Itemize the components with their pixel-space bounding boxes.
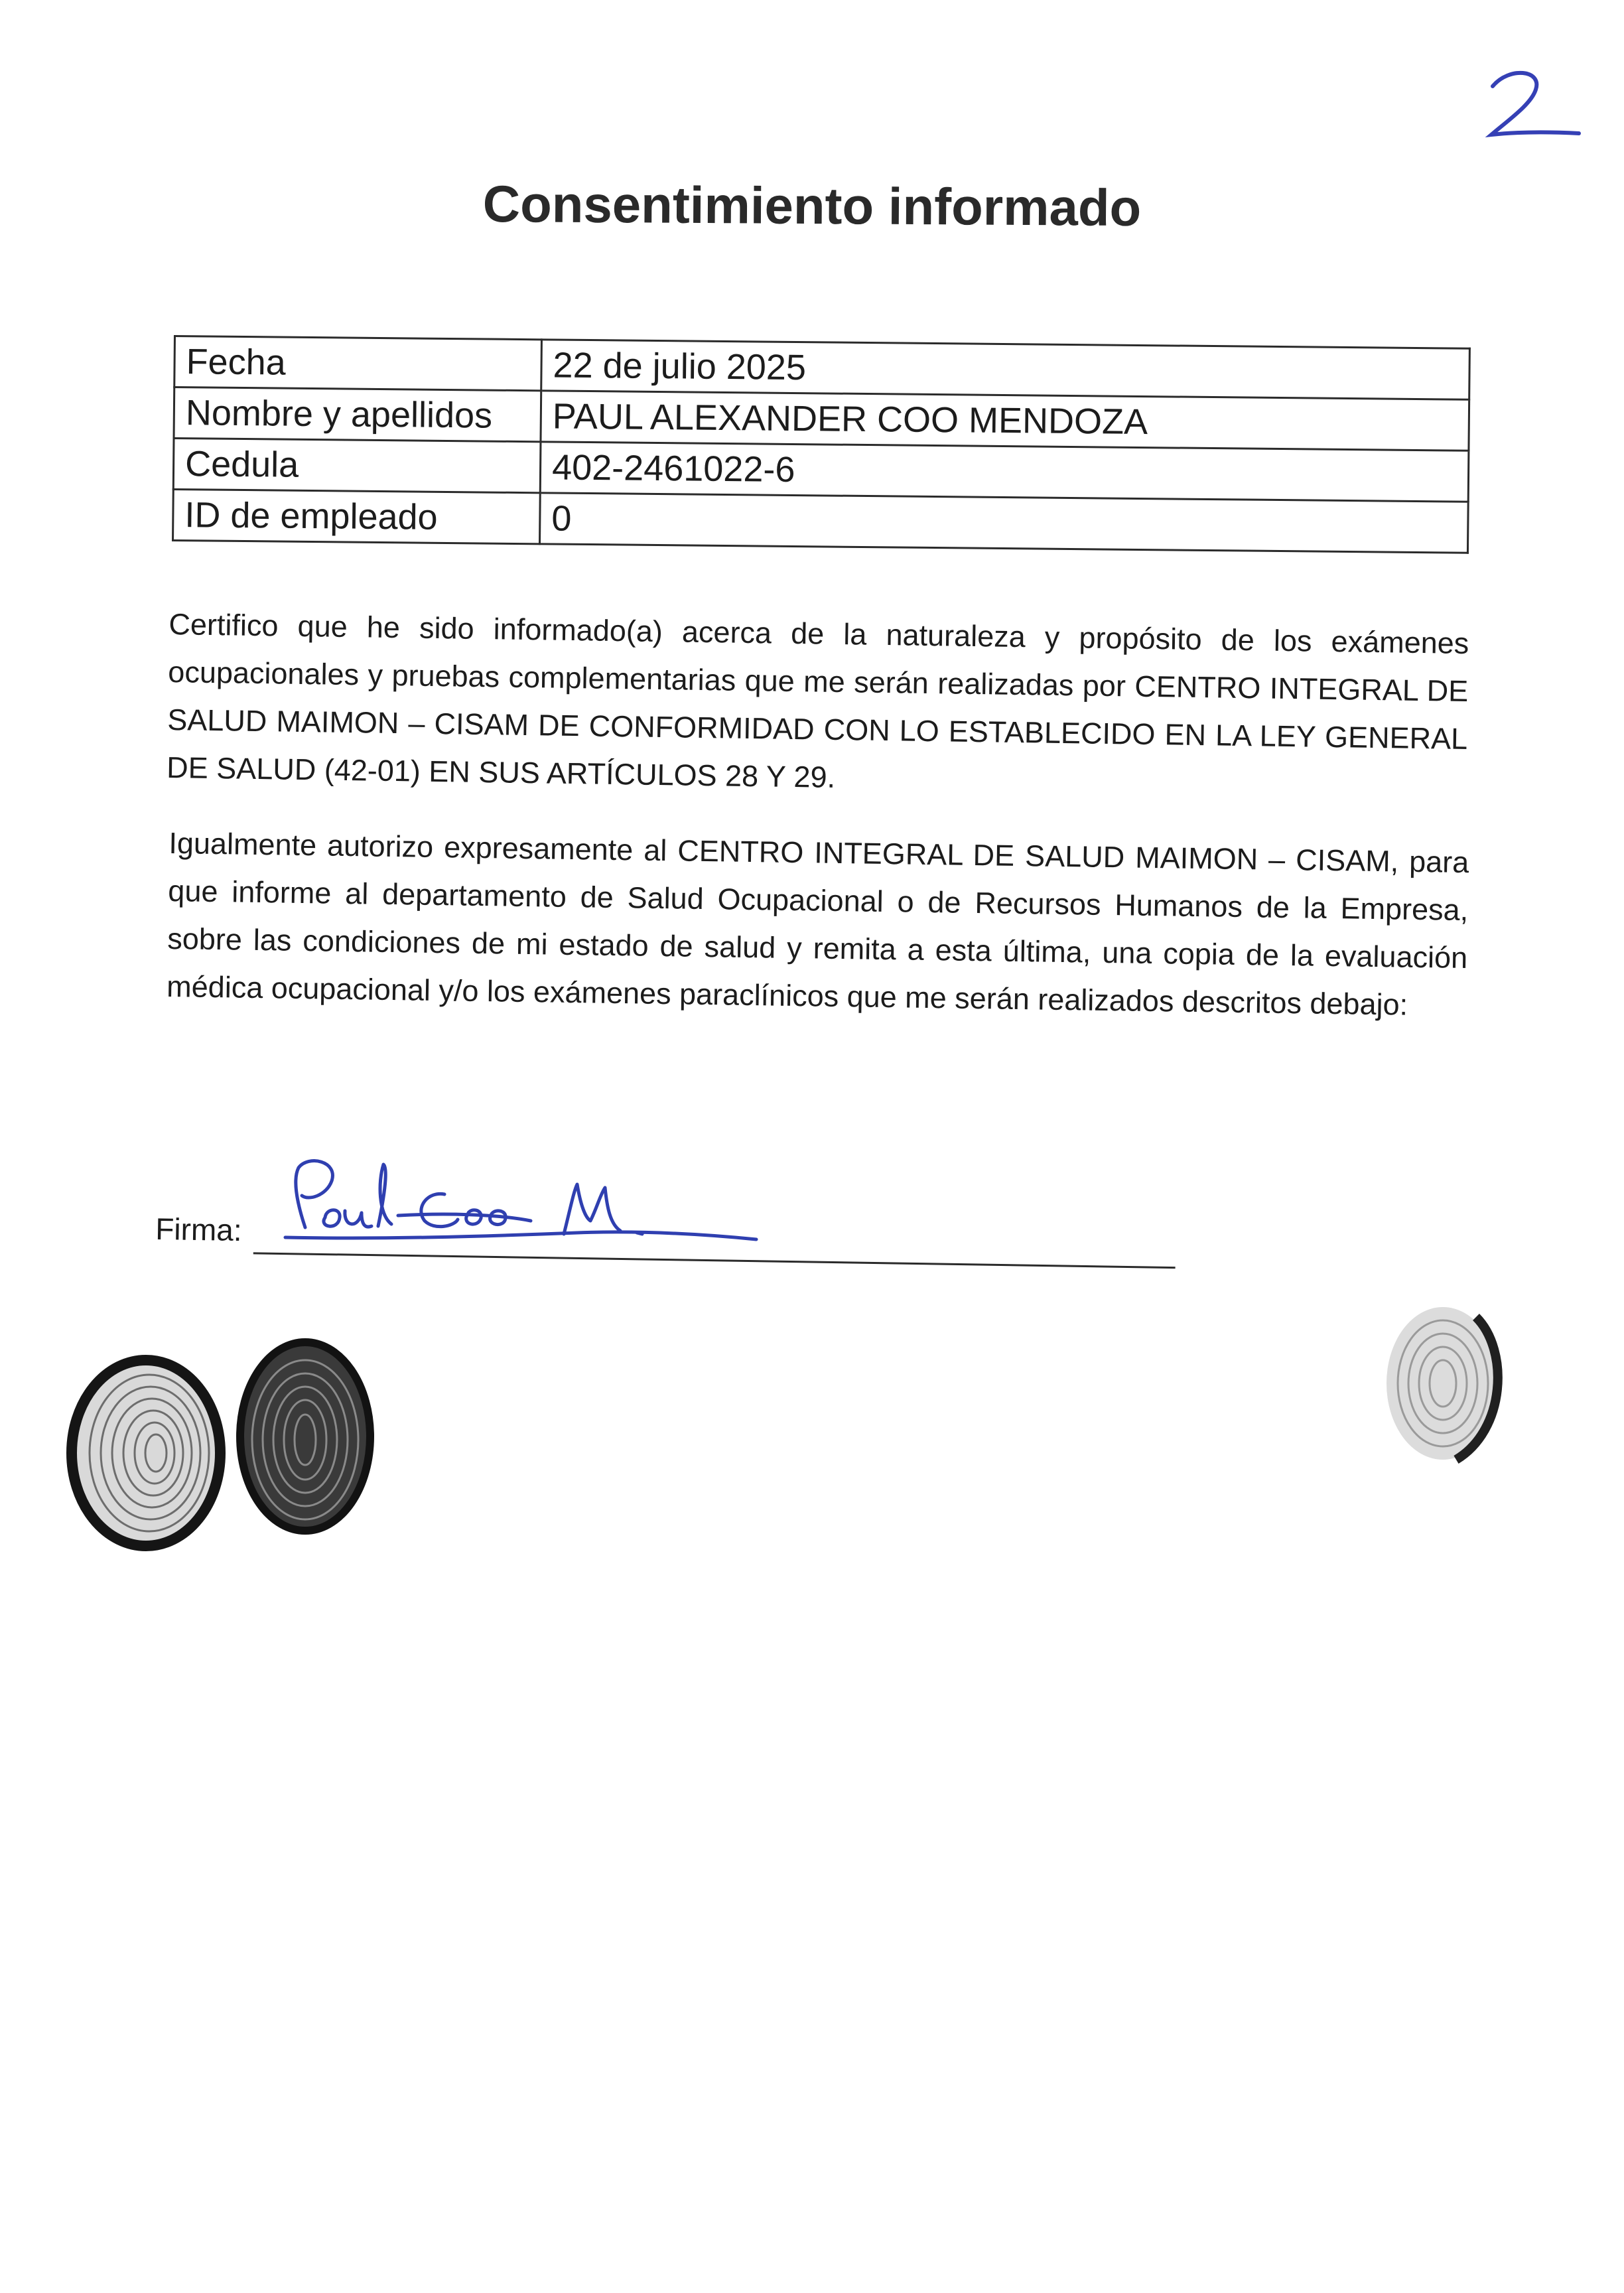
fingerprint-icon bbox=[232, 1334, 378, 1539]
fingerprint-icon bbox=[1377, 1297, 1509, 1470]
field-value-cedula: 402-2461022-6 bbox=[540, 442, 1469, 502]
field-value-id-empleado: 0 bbox=[540, 493, 1469, 553]
consent-paragraph-1: Certifico que he sido informado(a) acerca de la naturaleza y propósito de los exámenes ocupacionales y pruebas complementarias que me serán realizadas por CENTRO INTEGRAL DE SALUD MAIMON – CISAM DE CONFORMIDAD CON LO ESTABLECIDO EN LA LEY GENERAL DE SALUD (42-01) EN SUS ARTÍCULOS 28 Y 29. bbox=[166, 606, 1469, 794]
info-table bbox=[172, 335, 1471, 554]
field-label-fecha: Fecha bbox=[174, 336, 542, 391]
field-label-nombre: Nombre y apellidos bbox=[174, 387, 541, 442]
field-value-fecha: 22 de julio 2025 bbox=[541, 340, 1470, 399]
field-value-nombre: PAUL ALEXANDER COO MENDOZA bbox=[541, 391, 1469, 451]
handwritten-page-number bbox=[1479, 63, 1586, 156]
signature-line bbox=[253, 1252, 1176, 1269]
fingerprint-icon bbox=[63, 1354, 229, 1553]
handwritten-signature bbox=[279, 1154, 770, 1247]
field-label-cedula: Cedula bbox=[173, 439, 541, 493]
consent-paragraph-2: Igualmente autorizo expresamente al CENTRO INTEGRAL DE SALUD MAIMON – CISAM, para que informe al departamento de Salud Ocupacional o de Recursos Humanos de la Empresa, sobre las condiciones de mi estado de salud y remita a esta última, una copia de la evaluación médica ocupacional y/o los exámenes paraclínicos que me serán realizados descritos debajo: bbox=[166, 825, 1469, 1022]
field-label-id-empleado: ID de empleado bbox=[173, 490, 541, 544]
document-title: Consentimiento informado bbox=[482, 174, 1142, 238]
signature-label: Firma: bbox=[155, 1211, 243, 1248]
